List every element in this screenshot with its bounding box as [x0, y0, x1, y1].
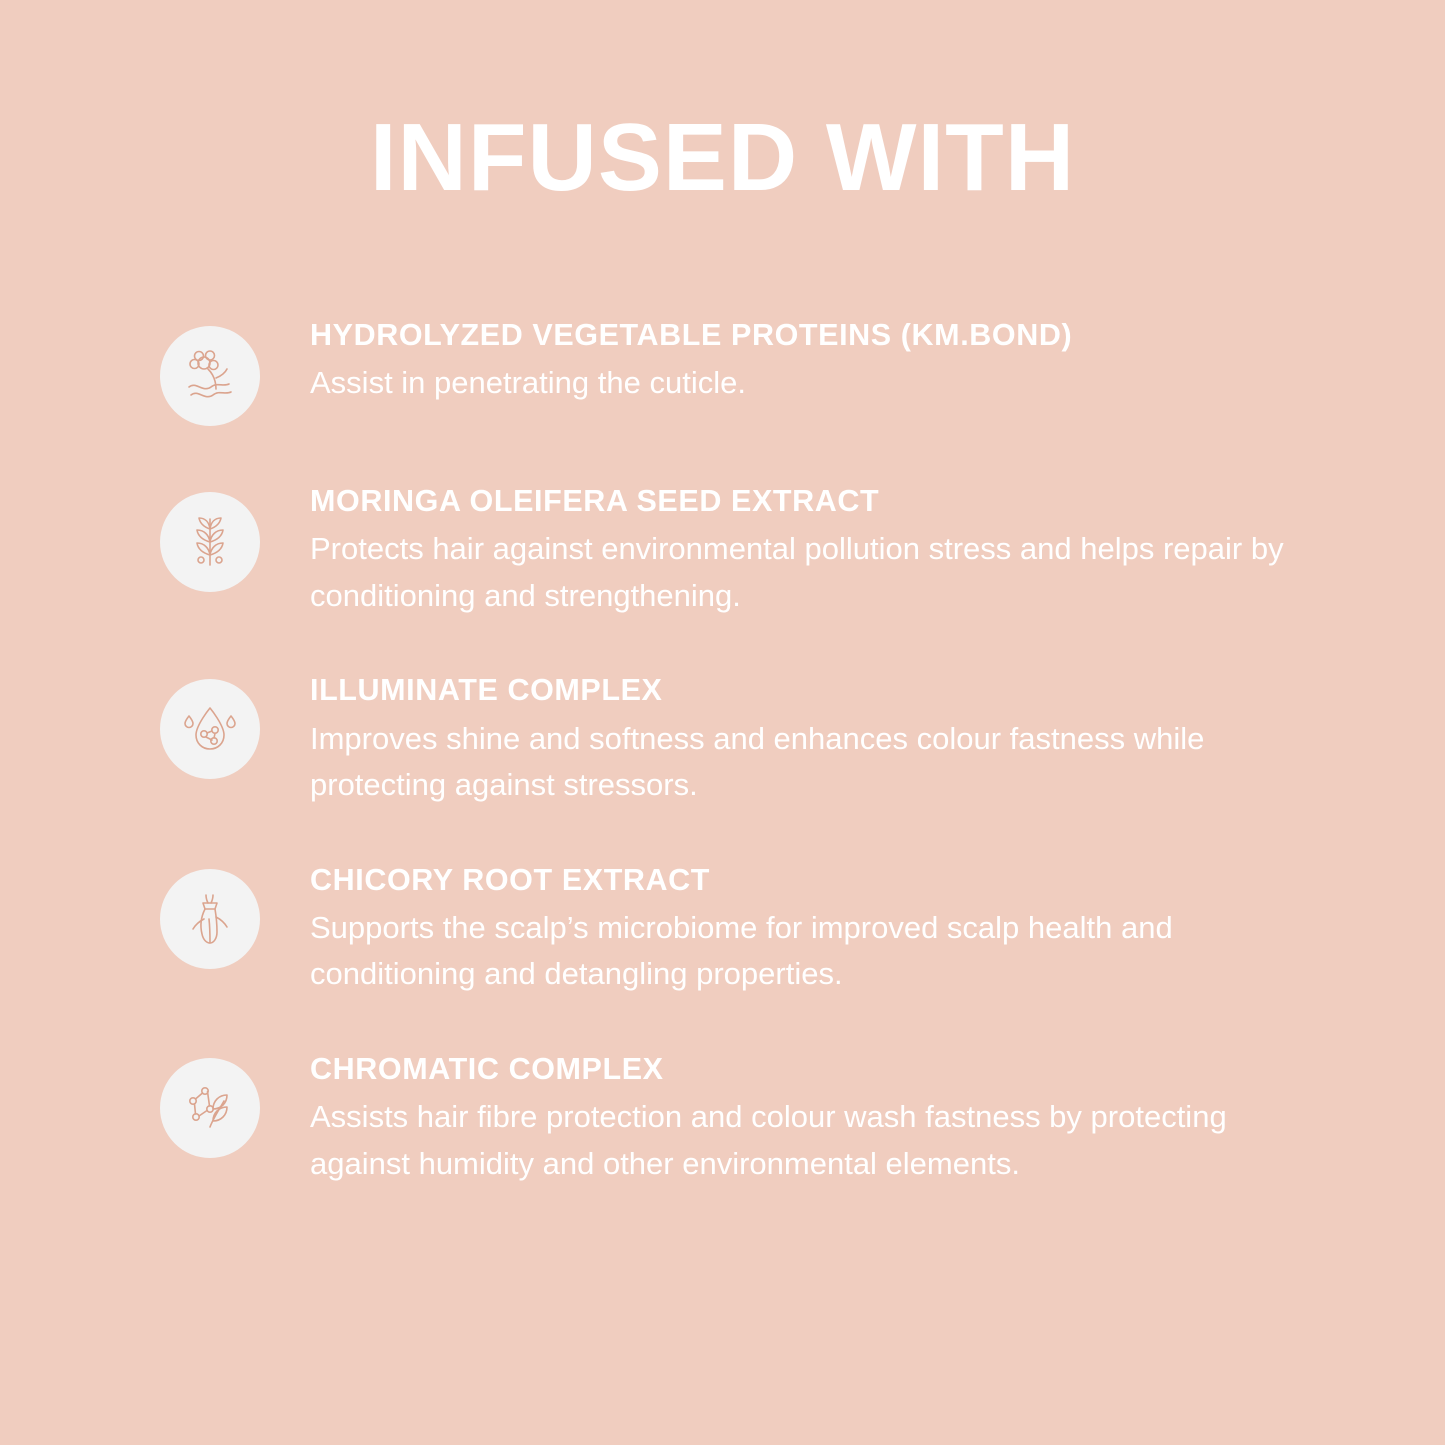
- ingredient-description: Assists hair fibre protection and colour wash fastness by protecting against humidity and other environmental elements.: [310, 1099, 1227, 1181]
- ingredient-description: Supports the scalp’s microbiome for improved scalp health and conditioning and detangling properties.: [310, 909, 1173, 992]
- list-item: [160, 857, 1340, 998]
- ingredient-description: Improves shine and softness and enhances colour fastness while protecting against stressors.: [310, 720, 1205, 803]
- molecule-leaf-icon: [160, 1058, 260, 1158]
- ingredient-list: [160, 312, 1340, 1231]
- ingredient-text: [310, 1046, 1340, 1187]
- chicory-root-icon: [160, 869, 260, 969]
- ingredient-title: MORINGA OLEIFERA SEED EXTRACT: [310, 484, 880, 518]
- ingredient-title: ILLUMINATE COMPLEX: [310, 673, 663, 708]
- water-droplet-molecule-icon: [160, 679, 260, 779]
- ingredient-text: [310, 478, 1340, 619]
- page-title: INFUSED WITH: [369, 104, 1076, 211]
- list-item: [160, 312, 1340, 426]
- ingredient-title: CHROMATIC COMPLEX: [310, 1051, 664, 1086]
- list-item: [160, 478, 1340, 619]
- list-item: [160, 1046, 1340, 1187]
- ingredient-text: [310, 312, 1340, 407]
- ingredient-text: [310, 857, 1340, 998]
- moringa-seed-branch-icon: [160, 492, 260, 592]
- flower-wave-icon: [160, 326, 260, 426]
- ingredient-title: HYDROLYZED VEGETABLE PROTEINS (KM.BOND): [310, 318, 1073, 352]
- ingredient-description: Protects hair against environmental pollution stress and helps repair by conditioning and strengthening.: [310, 531, 1284, 613]
- ingredient-description: Assist in penetrating the cuticle.: [310, 365, 746, 401]
- list-item: [160, 667, 1340, 808]
- ingredient-text: [310, 667, 1340, 808]
- ingredient-title: CHICORY ROOT EXTRACT: [310, 862, 711, 897]
